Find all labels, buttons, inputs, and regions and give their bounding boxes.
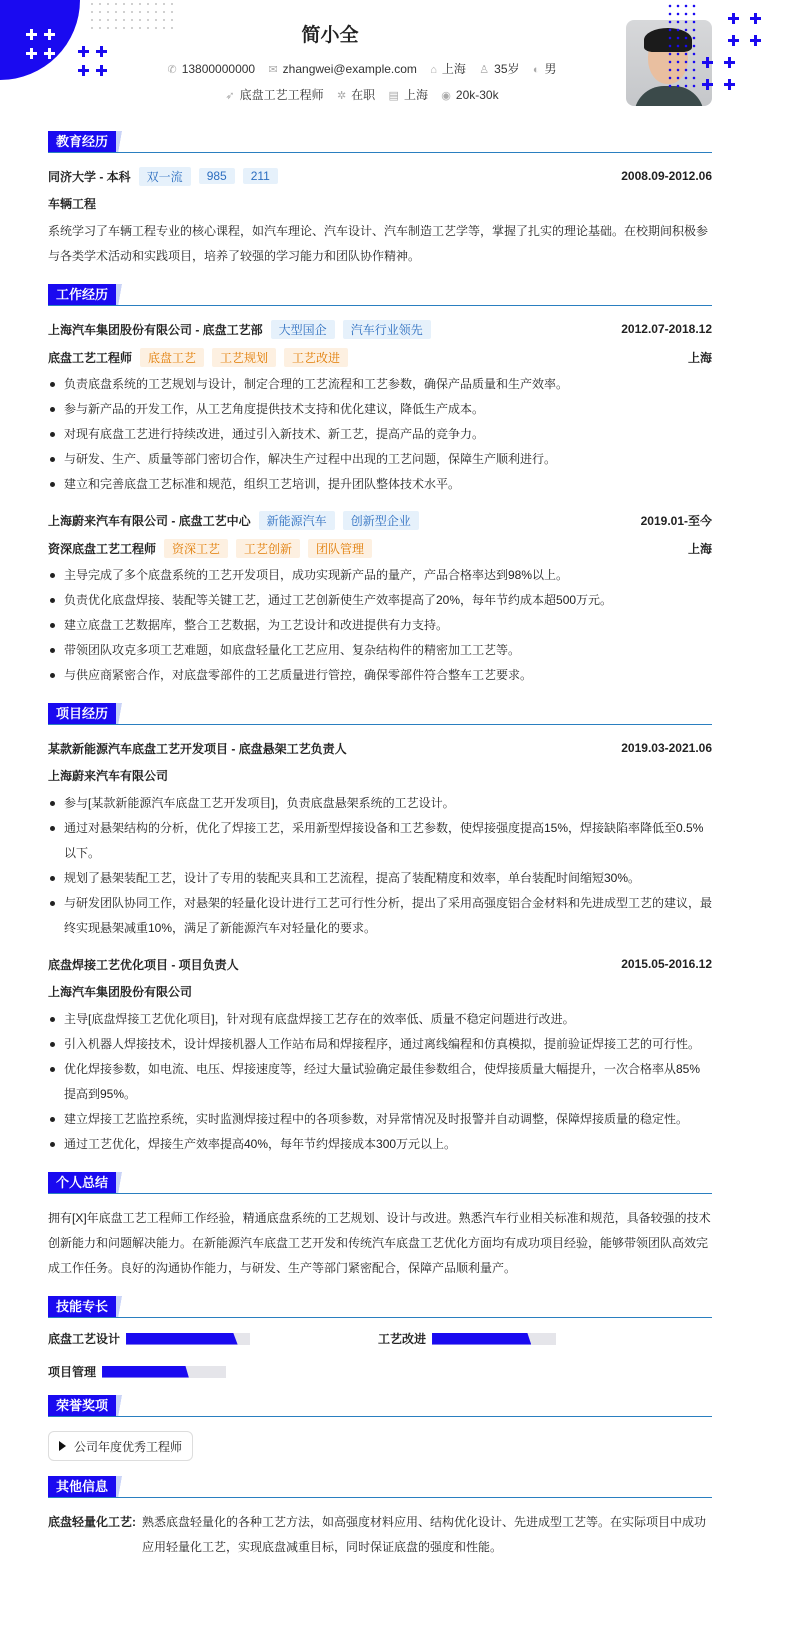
bullet: 建立和完善底盘工艺标准和规范，组织工艺培训，提升团队整体技术水平。 xyxy=(48,472,712,497)
skill-bar-fill xyxy=(102,1366,189,1378)
salary: 20k-30k xyxy=(455,88,499,102)
city: 上海 xyxy=(687,541,712,556)
bullet: 规划了悬架装配工艺，设计了专用的装配夹具和工艺流程，提高了装配精度和效率，单台装配时间缩短30%。 xyxy=(48,866,712,891)
award-label: 公司年度优秀工程师 xyxy=(74,1439,183,1454)
bullet: 建立焊接工艺监控系统，实时监测焊接过程中的各项参数，对异常情况及时报警并自动调整，保障焊接质量的稳定性。 xyxy=(48,1107,712,1132)
decor-plus-icon xyxy=(702,79,713,90)
section-title: 项目经历 xyxy=(48,703,116,724)
email: zhangwei@example.com xyxy=(282,62,417,76)
company-tag: 创新型企业 xyxy=(343,511,419,530)
project-item xyxy=(48,953,712,1157)
decor-dots xyxy=(666,2,696,92)
bullet: 参与[某款新能源汽车底盘工艺开发项目]，负责底盘悬架系统的工艺设计。 xyxy=(48,791,712,816)
other-value: 熟悉底盘轻量化的各种工艺方法，如高强度材料应用、结构优化设计、先进成型工艺等。在实际项目中成功应用轻量化工艺，实现底盘减重目标，同时保证底盘的强度和性能。 xyxy=(142,1515,707,1554)
role-tag: 底盘工艺 xyxy=(140,348,204,367)
section-awards-header xyxy=(48,1396,712,1417)
decor-plus-icon xyxy=(702,57,713,68)
phone-icon: ✆ xyxy=(167,64,177,76)
company-tag: 汽车行业领先 xyxy=(343,320,431,339)
bullet: 主导完成了多个底盘系统的工艺开发项目，成功实现新产品的量产，产品合格率达到98%以上。 xyxy=(48,563,712,588)
skill-name: 项目管理 xyxy=(48,1365,97,1379)
decor-plus-icon xyxy=(724,79,735,90)
company-tag: 大型国企 xyxy=(271,320,335,339)
major: 车辆工程 xyxy=(48,197,97,211)
section-title: 其他信息 xyxy=(48,1476,116,1497)
bullet: 通过对悬架结构的分析，优化了焊接工艺，采用新型焊接设备和工艺参数，使焊接强度提高15%，焊接缺陷率降低至0.5%以下。 xyxy=(48,816,712,866)
bullet: 优化焊接参数，如电流、电压、焊接速度等，经过大量试验确定最佳参数组合，使焊接质量大幅提升，一次合格率从85%提高到95%。 xyxy=(48,1057,712,1107)
decor-plus-icon xyxy=(26,48,37,59)
decor-plus-icon xyxy=(44,29,55,40)
bullet: 负责底盘系统的工艺规划与设计，制定合理的工艺流程和工艺参数，确保产品质量和生产效率。 xyxy=(48,372,712,397)
award-item[interactable] xyxy=(48,1431,193,1461)
school: 同济大学 - 本科 xyxy=(48,169,131,184)
date: 2019.03-2021.06 xyxy=(621,741,712,755)
work-item xyxy=(48,509,712,688)
decor-circle xyxy=(0,0,80,80)
section-work-header xyxy=(48,285,712,306)
decor-plus-icon xyxy=(78,65,89,76)
date: 2008.09-2012.06 xyxy=(621,169,712,183)
bullet: 参与新产品的开发工作，从工艺角度提供技术支持和优化建议，降低生产成本。 xyxy=(48,397,712,422)
other-key: 底盘轻量化工艺: xyxy=(48,1515,136,1529)
tag: 双一流 xyxy=(139,167,191,186)
status-icon: ✲ xyxy=(336,90,347,102)
decor-plus-icon xyxy=(96,65,107,76)
decor-plus-icon xyxy=(728,13,739,24)
section-title: 工作经历 xyxy=(48,284,116,305)
skill-item xyxy=(48,1363,378,1380)
decor-plus-icon xyxy=(44,48,55,59)
decor-plus-icon xyxy=(78,46,89,57)
gender-icon: ◐ xyxy=(532,64,540,76)
section-projects-header xyxy=(48,704,712,725)
date: 2015.05-2016.12 xyxy=(621,957,712,971)
skill-bar-fill xyxy=(432,1333,531,1345)
city: 上海 xyxy=(687,350,712,365)
bullet: 主导[底盘焊接工艺优化项目]，针对现有底盘焊接工艺存在的效率低、质量不稳定问题进行改进。 xyxy=(48,1007,712,1032)
date: 2012.07-2018.12 xyxy=(621,322,712,336)
candidate-name: 简小全 xyxy=(301,25,359,46)
age: 35岁 xyxy=(494,62,520,76)
section-summary-header xyxy=(48,1173,712,1194)
section-title: 荣誉奖项 xyxy=(48,1395,116,1416)
resume-content xyxy=(48,132,712,1560)
salary-icon: ◉ xyxy=(441,90,451,102)
section-title: 技能专长 xyxy=(48,1296,116,1317)
work-item xyxy=(48,318,712,497)
decor-plus-icon xyxy=(750,35,761,46)
skill-bar xyxy=(102,1366,226,1378)
location: 上海 xyxy=(441,62,466,76)
home-icon: ⌂ xyxy=(430,64,437,76)
role-tag: 工艺改进 xyxy=(284,348,348,367)
skill-bar xyxy=(126,1333,250,1345)
other-item xyxy=(48,1510,712,1560)
bullet: 通过工艺优化，焊接生产效率提高40%，每年节约焊接成本300万元以上。 xyxy=(48,1132,712,1157)
building-icon: ▤ xyxy=(388,90,399,102)
role-tag: 工艺规划 xyxy=(212,348,276,367)
bullet: 与研发团队协同工作，对悬架的轻量化设计进行工艺可行性分析，提出了采用高强度铝合金材料和先进成型工艺的建议，最终实现悬架减重10%，满足了新能源汽车对轻量化的要求。 xyxy=(48,891,712,941)
summary-text: 拥有[X]年底盘工艺工程师工作经验，精通底盘系统的工艺规划、设计与改进。熟悉汽车行业相关标准和规范，具备较强的技术创新能力和问题解决能力。在新能源汽车底盘工艺开发和传统汽车底盘工艺优化方面均有成功项目经验，能够带领团队高效完成工作任务。良好的沟通协作能力，与研发、生产等部门紧密配合，保障产品顺利量产。 xyxy=(48,1211,711,1275)
date: 2019.01-至今 xyxy=(640,513,712,528)
project-company: 上海蔚来汽车有限公司 xyxy=(48,769,169,783)
company: 上海汽车集团股份有限公司 - 底盘工艺部 xyxy=(48,322,263,337)
position: 底盘工艺工程师 xyxy=(239,88,324,102)
bullet: 带领团队攻克多项工艺难题，如底盘轻量化工艺应用、复杂结构件的精密加工工艺等。 xyxy=(48,638,712,663)
project-item xyxy=(48,737,712,941)
section-other-header xyxy=(48,1477,712,1498)
bullet: 引入机器人焊接技术，设计焊接机器人工作站布局和焊接程序，通过离线编程和仿真模拟，提前验证焊接工艺的可行性。 xyxy=(48,1032,712,1057)
section-title: 教育经历 xyxy=(48,131,116,152)
bullet: 建立底盘工艺数据库，整合工艺数据，为工艺设计和改进提供有力支持。 xyxy=(48,613,712,638)
role-tag: 资深工艺 xyxy=(164,539,228,558)
tag: 985 xyxy=(199,168,235,184)
education-desc: 系统学习了车辆工程专业的核心课程，如汽车理论、汽车设计、汽车制造工艺学等，掌握了扎实的理论基础。在校期间积极参与各类学术活动和实践项目，培养了较强的学习能力和团队协作精神。 xyxy=(48,224,709,263)
skill-item xyxy=(378,1330,708,1347)
role: 底盘工艺工程师 xyxy=(48,350,133,365)
skill-name: 工艺改进 xyxy=(378,1332,427,1346)
send-icon: ➶ xyxy=(225,90,235,102)
role-tag: 团队管理 xyxy=(308,539,372,558)
project-name: 底盘焊接工艺优化项目 - 项目负责人 xyxy=(48,957,239,972)
decor-plus-icon xyxy=(724,57,735,68)
project-name: 某款新能源汽车底盘工艺开发项目 - 底盘悬架工艺负责人 xyxy=(48,741,347,756)
bullet: 与研发、生产、质量等部门密切合作，解决生产过程中出现的工艺问题，保障生产顺利进行。 xyxy=(48,447,712,472)
company-tag: 新能源汽车 xyxy=(259,511,335,530)
job-info-row xyxy=(112,86,612,103)
section-education-header xyxy=(48,132,712,153)
decor-plus-icon xyxy=(750,13,761,24)
section-title: 个人总结 xyxy=(48,1172,116,1193)
status: 在职 xyxy=(351,88,376,102)
company: 上海蔚来汽车有限公司 - 底盘工艺中心 xyxy=(48,513,251,528)
role-tag: 工艺创新 xyxy=(236,539,300,558)
gender: 男 xyxy=(544,62,557,76)
skill-bar-fill xyxy=(126,1333,238,1345)
decor-plus-icon xyxy=(26,29,37,40)
age-icon: ♙ xyxy=(479,64,490,76)
role: 资深底盘工艺工程师 xyxy=(48,541,157,556)
bullet: 对现有底盘工艺进行持续改进，通过引入新技术、新工艺，提高产品的竞争力。 xyxy=(48,422,712,447)
skill-item xyxy=(48,1330,378,1347)
triangle-right-icon xyxy=(59,1441,66,1451)
target-city: 上海 xyxy=(403,88,428,102)
section-skills-header xyxy=(48,1297,712,1318)
skill-bar xyxy=(432,1333,556,1345)
skill-name: 底盘工艺设计 xyxy=(48,1332,121,1346)
phone: 13800000000 xyxy=(181,62,256,76)
bullet: 与供应商紧密合作，对底盘零部件的工艺质量进行管控，确保零部件符合整车工艺要求。 xyxy=(48,663,712,688)
bullet: 负责优化底盘焊接、装配等关键工艺，通过工艺创新使生产效率提高了20%，每年节约成本超500万元。 xyxy=(48,588,712,613)
decor-plus-icon xyxy=(728,35,739,46)
email-icon: ✉ xyxy=(268,64,278,76)
tag: 211 xyxy=(243,168,278,184)
contact-info-row xyxy=(112,60,612,77)
project-company: 上海汽车集团股份有限公司 xyxy=(48,985,193,999)
decor-plus-icon xyxy=(96,46,107,57)
